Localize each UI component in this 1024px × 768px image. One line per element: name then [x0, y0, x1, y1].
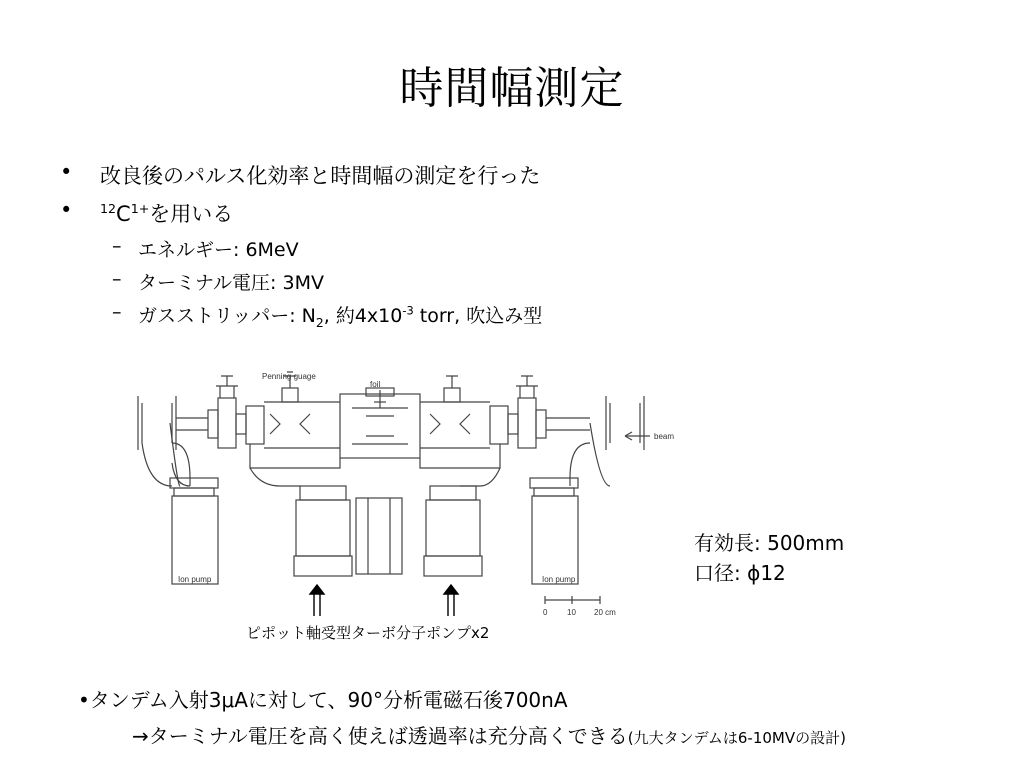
arrow-down-icon — [442, 584, 460, 616]
dash: – — [112, 268, 122, 290]
conclusion-aside: (九大タンデムは6-10MVの設計) — [627, 729, 846, 747]
ion-pump-left-label: Ion pump — [178, 575, 212, 584]
charge-state: 1+ — [130, 201, 150, 216]
turbo-pump-caption: ピポット軸受型ターボ分子ポンプx2 — [246, 624, 490, 642]
arrow-down-icon — [308, 584, 326, 616]
bullet-dot: • — [60, 198, 73, 222]
element-symbol: C — [116, 202, 131, 226]
conclusion-main: →ターミナル電圧を高く使えば透過率は充分高くできる — [132, 724, 628, 748]
scale-10-label: 10 — [567, 608, 576, 617]
foil-label: foil — [370, 380, 381, 389]
pressure-exponent: -3 — [402, 303, 414, 318]
sub-text — [138, 301, 542, 328]
sub-text: ターミナル電圧: 3MV — [138, 272, 324, 294]
spec-note — [694, 528, 844, 588]
n2-subscript: 2 — [315, 315, 324, 330]
scale-20-label: 20 cm — [594, 608, 616, 617]
sub-text: エネルギー: 6MeV — [138, 239, 299, 261]
conclusion-note — [132, 720, 846, 749]
apparatus-drawing — [130, 368, 690, 628]
bullet-suffix: を用いる — [149, 202, 234, 226]
aperture-value: 12 — [760, 561, 786, 585]
stripper-label: ガスストリッパー: N — [138, 305, 316, 327]
pressure-unit: torr, 吹込み型 — [413, 305, 543, 327]
bullet-text — [100, 198, 233, 228]
transmission-note: •タンデム入射3μAに対して、90°分析電磁石後700nA — [78, 688, 568, 712]
buncher-diagram — [130, 368, 690, 628]
phi-symbol: ϕ — [747, 561, 761, 585]
aperture-label: 口径: — [694, 561, 748, 585]
slide-title: 時間幅測定 — [399, 63, 625, 114]
scale-0-label: 0 — [543, 608, 548, 617]
pressure-value: , 約4x10 — [323, 305, 403, 327]
ion-pump-right-label: Ion pump — [542, 575, 576, 584]
bullet-text: 改良後のパルス化効率と時間幅の測定を行った — [100, 164, 541, 188]
beam-label: beam — [654, 432, 675, 441]
aperture — [694, 558, 844, 588]
dash: – — [112, 301, 122, 323]
isotope-mass: 12 — [100, 201, 117, 216]
penning-gauge-label: Penning guage — [262, 372, 316, 381]
dash: – — [112, 235, 122, 257]
bullet-dot: • — [60, 160, 73, 184]
effective-length: 有効長: 500mm — [694, 531, 845, 555]
